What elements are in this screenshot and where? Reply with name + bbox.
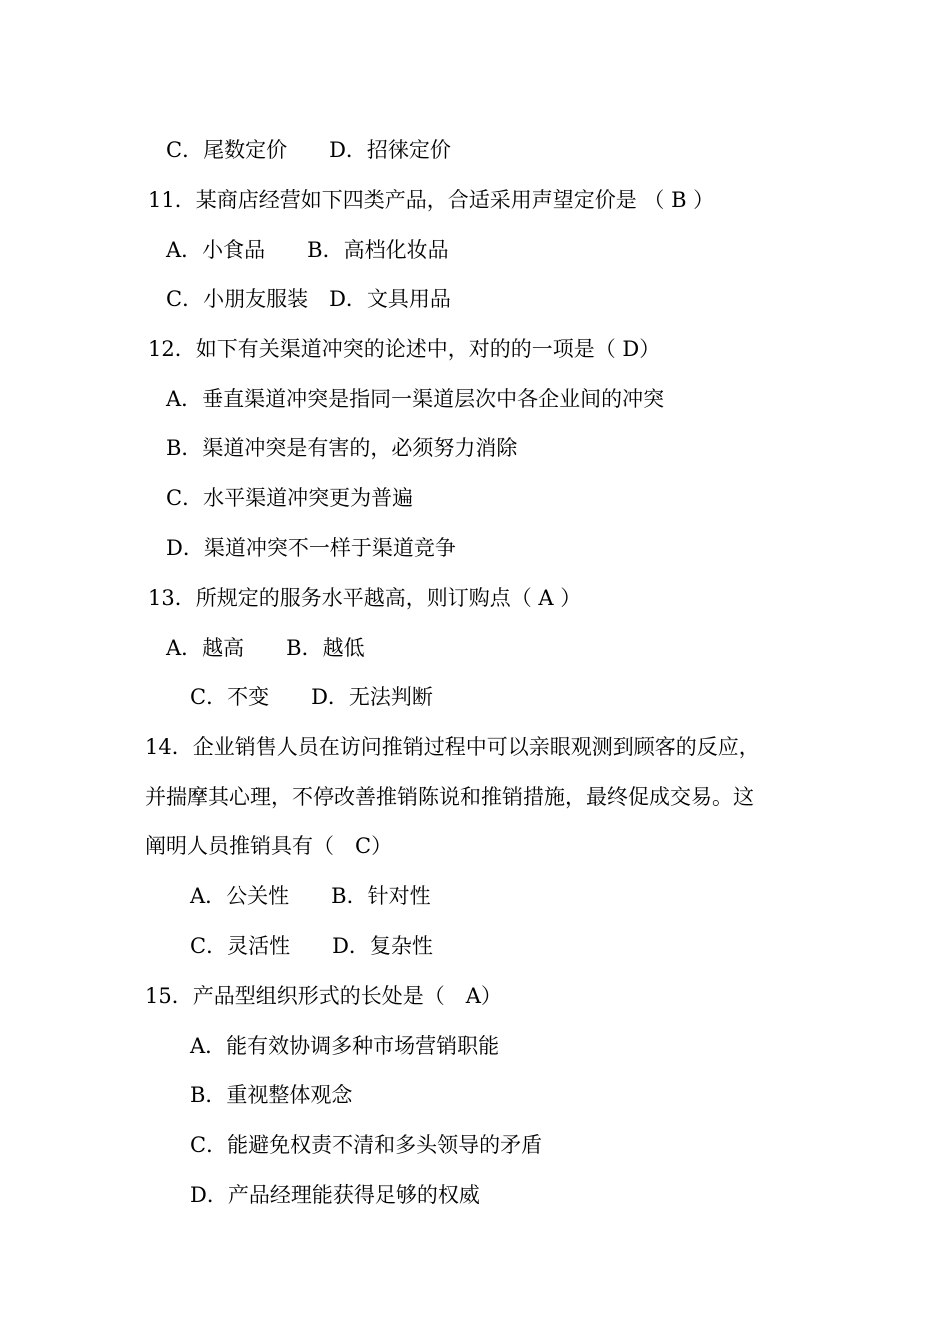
question-line: 13．所规定的服务水平越高，则订购点（ A ） <box>148 586 582 610</box>
option-line: B．渠道冲突是有害的，必须努力消除 <box>166 436 518 460</box>
option-line: C．能避免权责不清和多头领导的矛盾 <box>190 1133 543 1157</box>
option-line: C．灵活性 D．复杂性 <box>190 934 433 958</box>
option-line: A．小食品 B．高档化妆品 <box>166 238 449 262</box>
option-line: A．能有效协调多种市场营销职能 <box>190 1034 500 1058</box>
option-line: A．公关性 B．针对性 <box>190 884 431 908</box>
question-line: 14．企业销售人员在访问推销过程中可以亲眼观测到顾客的反应， <box>145 735 760 759</box>
option-line: A．越高 B．越低 <box>166 636 365 660</box>
question-line: 并揣摩其心理，不停改善推销陈说和推销措施，最终促成交易。这 <box>145 785 754 809</box>
option-line: D．产品经理能获得足够的权威 <box>190 1183 480 1207</box>
option-line: C．不变 D．无法判断 <box>190 685 433 709</box>
option-line: C．水平渠道冲突更为普遍 <box>166 486 414 510</box>
question-line: 阐明人员推销具有（ C） <box>145 834 393 858</box>
option-line: C．尾数定价 D．招徕定价 <box>166 138 451 162</box>
question-line: 12．如下有关渠道冲突的论述中，对的的一项是（ D） <box>148 337 661 361</box>
option-line: A．垂直渠道冲突是指同一渠道层次中各企业间的冲突 <box>166 387 665 411</box>
question-line: 11．某商店经营如下四类产品，合适采用声望定价是 （ B ） <box>148 188 715 212</box>
question-line: 15．产品型组织形式的长处是（ A） <box>145 984 502 1008</box>
option-line: B．重视整体观念 <box>190 1083 353 1107</box>
option-line: C．小朋友服装 D．文具用品 <box>166 287 451 311</box>
option-line: D．渠道冲突不一样于渠道竞争 <box>166 536 456 560</box>
